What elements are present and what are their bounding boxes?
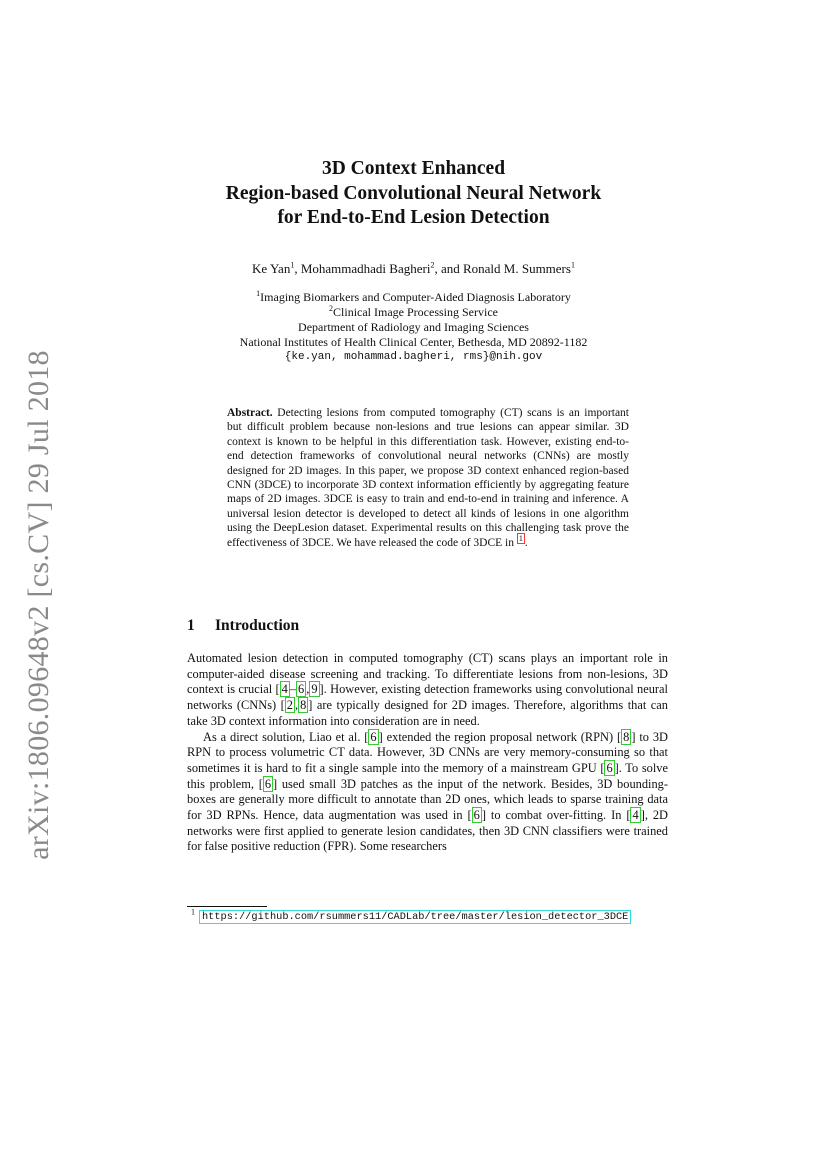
abstract-text: Detecting lesions from computed tomography (CT) scans is an important but difficult problem because non-lesions and true lesions can appear similar. 3D context is known to be helpful in this differentiation task. However, existing end-to-end detection frameworks of convolutional neural networks (CNNs) are mostly designed for 2D images. In this paper, we propose 3D context enhanced region-based CNN (3DCE) to incorporate 3D context information efficiently by aggregating feature maps of 2D images. 3DCE is easy to train and end-to-end in training and inference. A universal lesion detector is developed to detect all kinds of lesions in one algorithm using the DeepLesion dataset. Experimental results on this challenging task prove the effectiveness of 3DCE. We have released the code of 3DCE in xyxy=(227,407,629,549)
citation-link[interactable]: 2 xyxy=(286,698,293,713)
affiliations xyxy=(0,290,827,365)
author-name: Mohammadhadi Bagheri xyxy=(300,261,431,276)
section-heading xyxy=(187,617,299,635)
citation-link[interactable]: 6 xyxy=(370,729,377,744)
text-run: ], 2D networks were first applied to generate lesion candidates, then 3D CNN classifiers were trained for false positive reduction (FPR). Some researchers xyxy=(187,808,668,854)
text-run: ] extended the region proposal network (RPN) [ xyxy=(378,729,622,744)
footnote xyxy=(191,909,631,924)
citation-link[interactable]: 9 xyxy=(311,682,318,697)
paragraph-2 xyxy=(187,730,668,856)
title-line-2: Region-based Convolutional Neural Network xyxy=(225,182,602,204)
affil-mark: 1 xyxy=(256,289,261,298)
affiliation-line xyxy=(0,290,827,305)
footnote-mark: 1 xyxy=(191,907,195,917)
author-list: Ke Yan$^1$, Mohammadhadi Bagheri$^2$, and Ronald M. Summers$^1$ xyxy=(252,260,575,276)
email-line: {ke.yan, mohammad.bagheri, rms}@nih.gov xyxy=(284,351,543,363)
affiliation-line xyxy=(0,305,827,320)
section-title: Introduction xyxy=(215,617,300,634)
text-run: ]. However, existing detection frameworks using convolutional neural networks (CNNs) [ xyxy=(187,682,668,713)
text-run: , xyxy=(294,698,299,713)
abstract-label: Abstract. xyxy=(227,407,273,419)
affil-text: Imaging Biomarkers and Computer-Aided Diagnosis Laboratory xyxy=(260,290,571,304)
text-run: – xyxy=(289,682,297,697)
footnote-url-link[interactable]: https://github.com/rsummers11/CADLab/tree/master/lesion_detector_3DCE xyxy=(199,910,631,924)
affil-text: Clinical Image Processing Service xyxy=(333,305,498,319)
footnote-rule xyxy=(187,906,267,907)
citation-link[interactable]: 4 xyxy=(281,682,288,697)
paper-title xyxy=(0,157,827,231)
section-number: 1 xyxy=(187,617,195,634)
text-run: , xyxy=(306,682,310,697)
arxiv-stamp-text: arXiv:1806.09648v2 [cs.CV] 29 Jul 2018 xyxy=(22,350,56,860)
citation-link[interactable]: 8 xyxy=(300,698,307,713)
text-run: ] are typically designed for 2D images. Therefore, algorithms that can take 3D context information into consideration are in need. xyxy=(187,698,668,728)
citation-link[interactable]: 8 xyxy=(623,729,630,744)
abstract xyxy=(227,406,629,550)
affiliation-line: National Institutes of Health Clinical Center, Bethesda, MD 20892-1182 xyxy=(239,335,588,349)
citation-link[interactable]: 6 xyxy=(473,808,480,823)
text-run: ]. To solve this problem, [ xyxy=(187,760,669,791)
citation-link[interactable]: 4 xyxy=(632,808,639,823)
author-affil-mark: 1 xyxy=(290,260,295,270)
text-run: ] to 3D RPN to process volumetric CT data. However, 3D CNNs are very memory-consuming so that sometimes it is hard to fit a single sample into the memory of a mainstream GPU [ xyxy=(187,729,668,775)
citation-link[interactable]: 6 xyxy=(606,760,613,775)
text-run: ] to combat over-fitting. In [ xyxy=(481,808,631,823)
affiliation-line: Department of Radiology and Imaging Sciences xyxy=(298,320,529,334)
author-affil-mark: 1 xyxy=(570,260,575,270)
body-text xyxy=(187,651,668,855)
paragraph-1 xyxy=(187,651,668,730)
text-run: As a direct solution, Liao et al. [ xyxy=(203,729,369,744)
title-line-3: for End-to-End Lesion Detection xyxy=(277,207,550,228)
arxiv-stamp xyxy=(18,350,60,860)
abstract-end: . xyxy=(524,536,528,549)
text-run: ] used small 3D patches as the input of the network. Besides, 3D bounding-boxes are generally more difficult to annotate than 2D ones, which leads to sparse training data for 3D RPNs. Hence, data augmentation was used in [ xyxy=(187,776,668,823)
title-line-1: 3D Context Enhanced xyxy=(321,158,506,179)
author-name: Ke Yan xyxy=(252,261,291,276)
citation-link[interactable]: 6 xyxy=(298,682,305,697)
affil-mark: 2 xyxy=(329,304,334,313)
footnote-link[interactable]: 1 xyxy=(518,533,523,543)
citation-link[interactable]: 6 xyxy=(264,776,272,791)
author-name: and Ronald M. Summers xyxy=(440,261,571,276)
author-affil-mark: 2 xyxy=(430,260,435,270)
text-run: Automated lesion detection in computed tomography (CT) scans plays an important role in computer-aided disease screening and tracking. To differentiate lesions from non-lesions, 3D context is crucial [ xyxy=(187,651,668,697)
